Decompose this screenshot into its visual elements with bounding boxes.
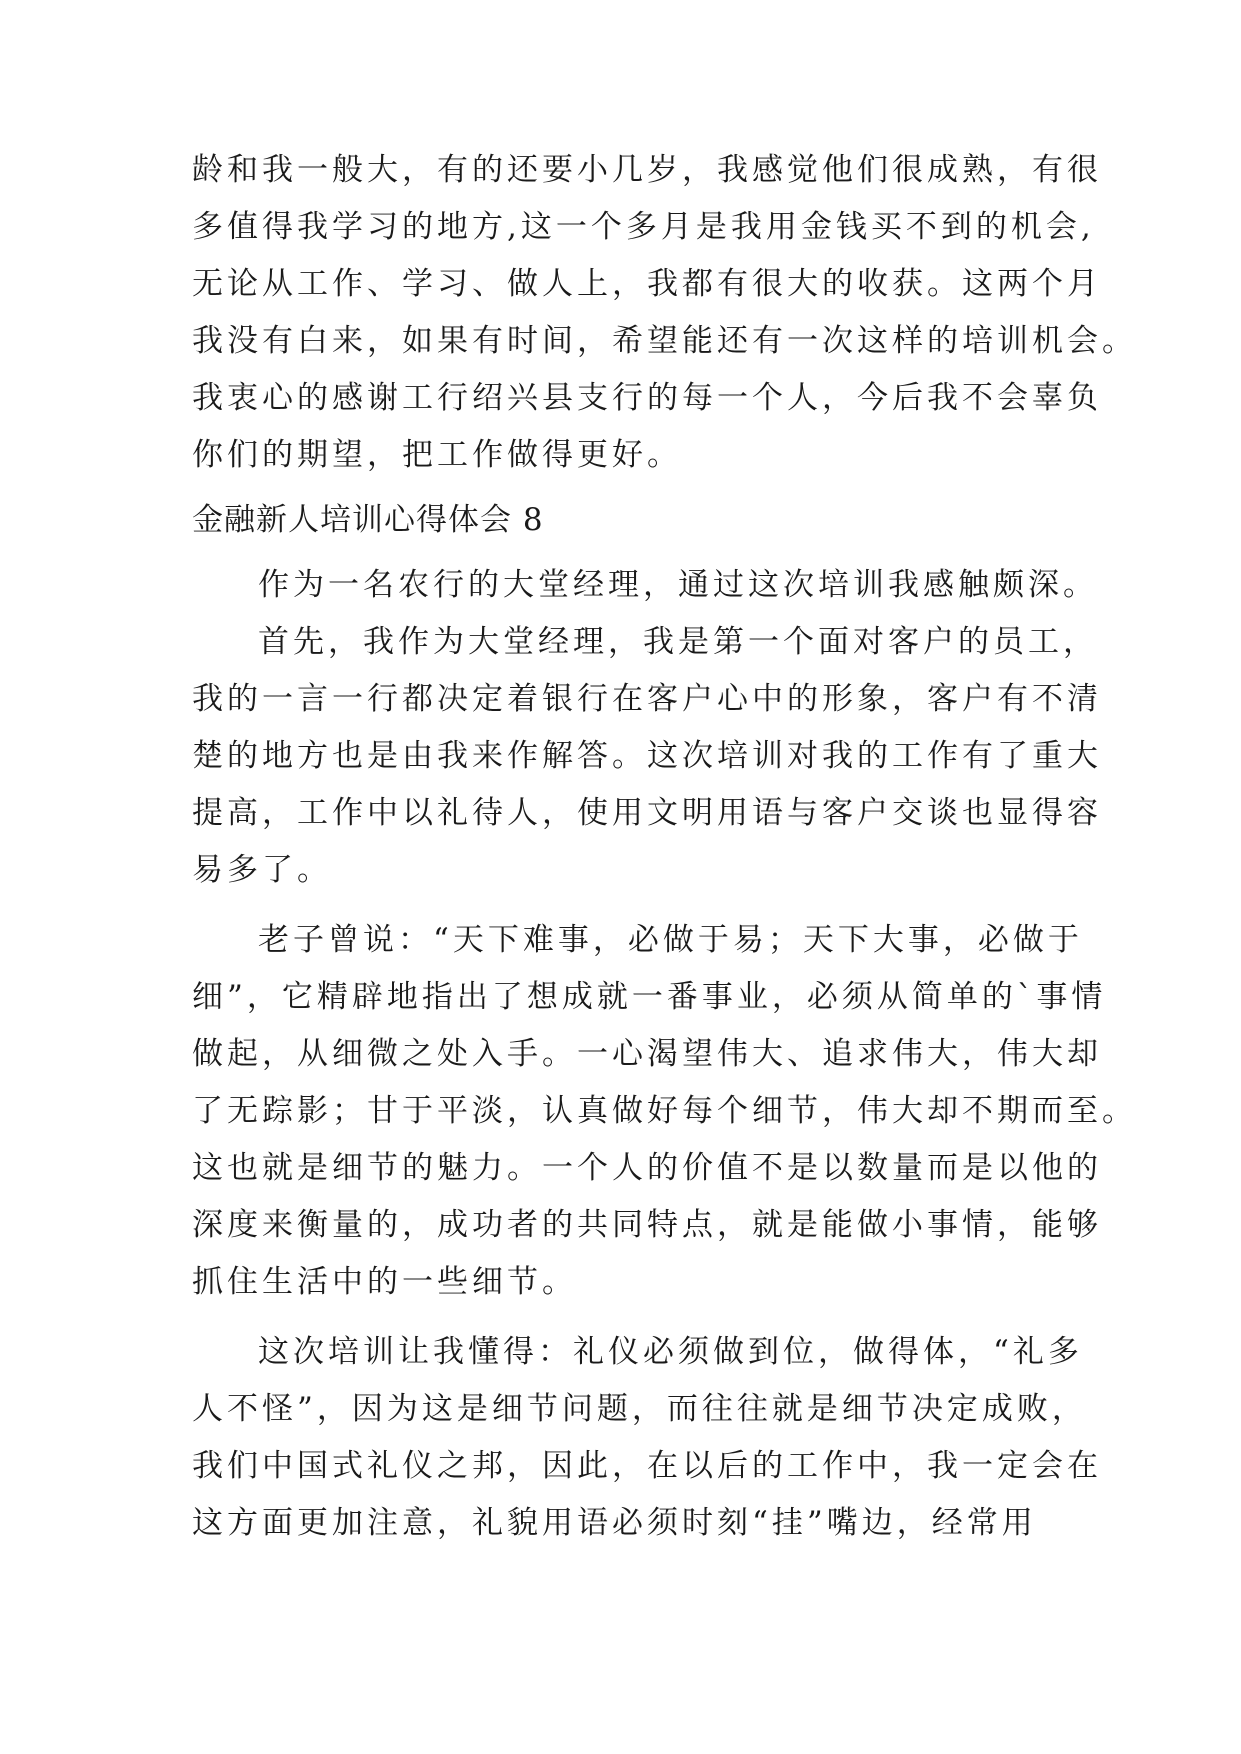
paragraph-line: 龄和我一般大，有的还要小几岁，我感觉他们很成熟，有很 xyxy=(192,152,1102,188)
paragraph-line: 作为一名农行的大堂经理，通过这次培训我感触颇深。 xyxy=(258,567,1098,603)
paragraph-line: 了无踪影；甘于平淡，认真做好每个细节，伟大却不期而至。 xyxy=(192,1093,1137,1129)
paragraph-line: 深度来衡量的，成功者的共同特点，就是能做小事情，能够 xyxy=(192,1207,1102,1243)
section-heading: 金融新人培训心得体会 8 xyxy=(192,502,544,538)
paragraph-line: 我们中国式礼仪之邦，因此，在以后的工作中，我一定会在 xyxy=(192,1448,1102,1484)
paragraph-line: 人不怪”，因为这是细节问题，而往往就是细节决定成败， xyxy=(192,1391,1087,1427)
paragraph-line: 这也就是细节的魅力。一个人的价值不是以数量而是以他的 xyxy=(192,1150,1102,1186)
paragraph-line: 易多了。 xyxy=(192,852,332,888)
paragraph-line: 无论从工作、学习、做人上，我都有很大的收获。这两个月 xyxy=(192,266,1102,302)
paragraph-line: 提高，工作中以礼待人，使用文明用语与客户交谈也显得容 xyxy=(192,795,1102,831)
paragraph-line: 这次培训让我懂得：礼仪必须做到位，做得体，“礼多 xyxy=(258,1334,1083,1370)
paragraph-line: 我衷心的感谢工行绍兴县支行的每一个人，今后我不会辜负 xyxy=(192,380,1102,416)
paragraph-line: 抓住生活中的一些细节。 xyxy=(192,1264,577,1300)
paragraph-line: 我的一言一行都决定着银行在客户心中的形象，客户有不清 xyxy=(192,681,1102,717)
paragraph-line: 楚的地方也是由我来作解答。这次培训对我的工作有了重大 xyxy=(192,738,1102,774)
paragraph-line: 首先，我作为大堂经理，我是第一个面对客户的员工， xyxy=(258,624,1098,660)
paragraph-line: 我没有白来，如果有时间，希望能还有一次这样的培训机会。 xyxy=(192,323,1137,359)
paragraph-line: 老子曾说：“天下难事，必做于易；天下大事，必做于 xyxy=(258,922,1083,958)
paragraph-line: 做起，从细微之处入手。一心渴望伟大、追求伟大，伟大却 xyxy=(192,1036,1102,1072)
paragraph-line: 多值得我学习的地方,这一个多月是我用金钱买不到的机会, xyxy=(192,209,1095,245)
paragraph-line: 你们的期望，把工作做得更好。 xyxy=(192,437,682,473)
paragraph-line: 细”，它精辟地指出了想成就一番事业，必须从简单的`事情 xyxy=(192,979,1107,1015)
paragraph-line: 这方面更加注意，礼貌用语必须时刻“挂”嘴边，经常用 xyxy=(192,1505,1037,1541)
